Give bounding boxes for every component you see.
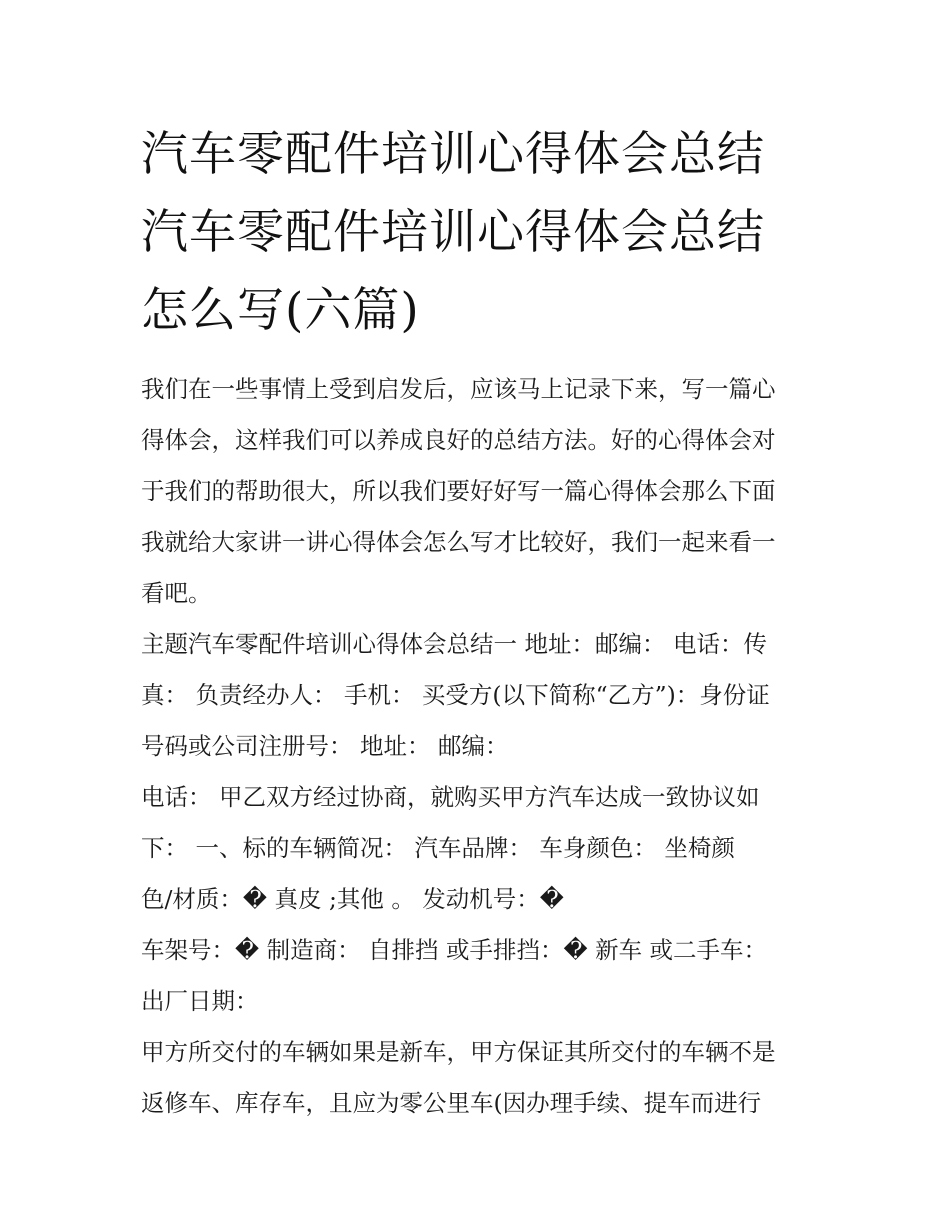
text-line: 我就给大家讲一讲心得体会怎么写才比较好，我们一起来看一 bbox=[141, 528, 776, 556]
document-title bbox=[141, 116, 821, 350]
paragraph-vehicle-info bbox=[141, 772, 821, 925]
text-line: 下： 一、标的车辆简况： 汽车品牌： 车身颜色： 坐椅颜 bbox=[141, 834, 735, 862]
text-line: 号码或公司注册号： 地址： 邮编： bbox=[141, 732, 509, 760]
text-line: 看吧。 bbox=[141, 579, 212, 607]
text-line: 车架号：� 制造商： 自排挡 或手排挡：� 新车 或二手车： bbox=[141, 936, 768, 964]
text-line: 真： 负责经办人： 手机： 买受方(以下简称“乙方”)：身份证 bbox=[141, 681, 770, 709]
title-line: 怎么写(六篇) bbox=[141, 283, 420, 338]
document-body bbox=[141, 364, 821, 1129]
text-line: 出厂日期： bbox=[141, 987, 259, 1015]
text-line: 色/材质：� 真皮 ;其他 。 发动机号：� bbox=[141, 885, 564, 913]
paragraph-contact bbox=[141, 619, 821, 772]
paragraph-warranty bbox=[141, 1027, 821, 1129]
text-line: 返修车、库存车，且应为零公里车(因办理手续、提车而进行 bbox=[141, 1089, 762, 1117]
text-line: 电话： 甲乙双方经过协商，就购买甲方汽车达成一致协议如 bbox=[141, 783, 760, 811]
text-line: 我们在一些事情上受到启发后，应该马上记录下来，写一篇心 bbox=[141, 375, 776, 403]
document-page bbox=[141, 116, 821, 1129]
text-line: 主题汽车零配件培训心得体会总结一 地址：邮编： 电话：传 bbox=[141, 630, 767, 658]
title-line: 汽车零配件培训心得体会总结 bbox=[141, 205, 765, 260]
paragraph-intro bbox=[141, 364, 821, 619]
text-line: 得体会，这样我们可以养成良好的总结方法。好的心得体会对 bbox=[141, 426, 776, 454]
title-line: 汽车零配件培训心得体会总结 bbox=[141, 127, 765, 182]
text-line: 于我们的帮助很大，所以我们要好好写一篇心得体会那么下面 bbox=[141, 477, 776, 505]
text-line: 甲方所交付的车辆如果是新车，甲方保证其所交付的车辆不是 bbox=[141, 1038, 776, 1066]
paragraph-chassis bbox=[141, 925, 821, 1027]
